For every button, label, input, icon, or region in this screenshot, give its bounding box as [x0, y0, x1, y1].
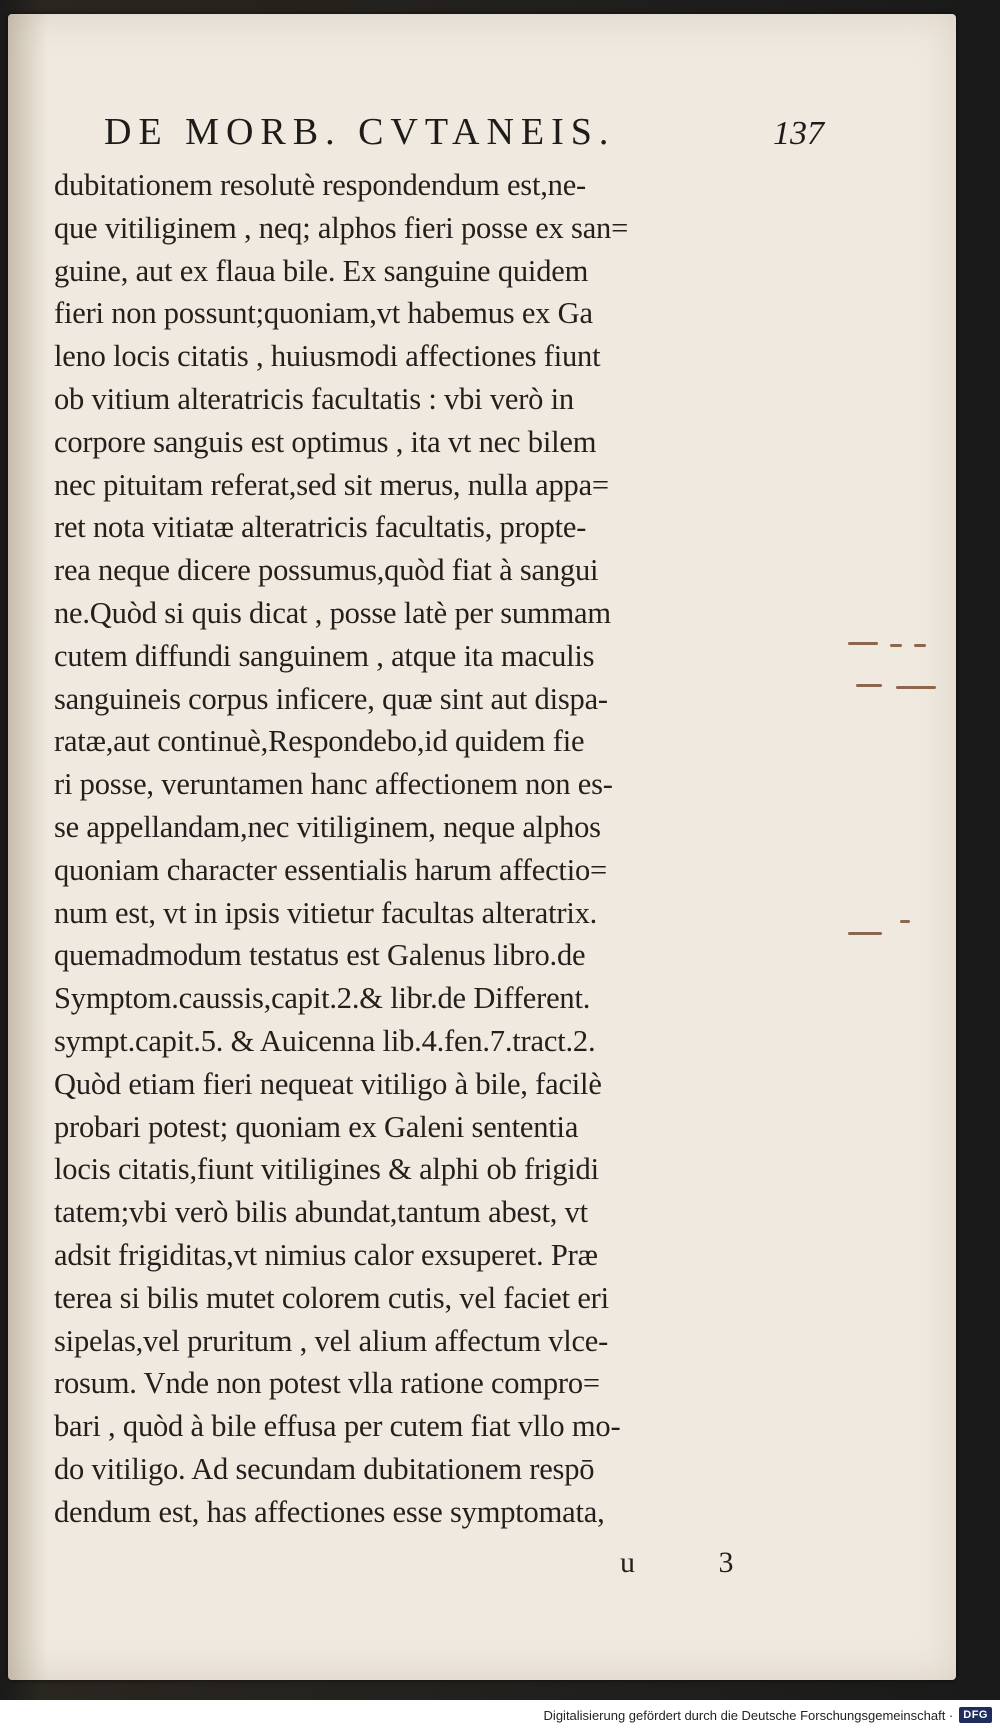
- text-line: ob vitium alteratricis facultatis : vbi verò in: [54, 381, 574, 416]
- footer-bar: [0, 1700, 1000, 1730]
- text-line: ratæ,aut continuè,Respondebo,id quidem fie: [54, 724, 585, 759]
- text-line: ret nota vitiatæ alteratricis facultatis, propte-: [54, 510, 587, 545]
- text-line: que vitiliginem , neq; alphos fieri posse ex san=: [54, 210, 629, 245]
- text-line: rea neque dicere possumus,quòd fiat à sangui: [54, 553, 599, 588]
- text-line: sympt.capit.5. & Auicenna lib.4.fen.7.tract.2.: [54, 1023, 596, 1058]
- text-line: quoniam character essentialis harum affectio=: [54, 852, 608, 887]
- text-line: fieri non possunt;quoniam,vt habemus ex Ga: [54, 296, 593, 331]
- text-line: dubitationem resolutè respondendum est,ne-: [54, 168, 586, 202]
- text-line: Symptom.caussis,capit.2.& libr.de Different.: [54, 981, 591, 1016]
- text-line: dendum est, has affectiones esse symptomata,: [54, 1494, 605, 1529]
- text-line: guine, aut ex flaua bile. Ex sanguine quidem: [54, 253, 589, 288]
- text-line: rosum. Vnde non potest vlla ratione compro=: [54, 1366, 600, 1401]
- text-line: sipelas,vel pruritum , vel alium affectum vlce-: [54, 1323, 609, 1358]
- running-head: [104, 110, 824, 160]
- ink-mark: [848, 642, 878, 645]
- ink-mark: [856, 684, 882, 687]
- dfg-logo-icon: DFG: [959, 1707, 992, 1723]
- body-text: [54, 164, 814, 1534]
- text-line: corpore sanguis est optimus , ita vt nec bilem: [54, 424, 597, 459]
- ink-mark: [848, 932, 882, 935]
- text-line: nec pituitam referat,sed sit merus, nulla appa=: [54, 467, 609, 502]
- text-line: bari , quòd à bile effusa per cutem fiat vllo mo-: [54, 1409, 621, 1444]
- text-line: sanguineis corpus inficere, quæ sint aut dispa-: [54, 681, 608, 716]
- ink-mark: [914, 644, 926, 647]
- ink-mark: [890, 644, 902, 647]
- text-line: adsit frigiditas,vt nimius calor exsuperet. Præ: [54, 1237, 598, 1272]
- text-line: locis citatis,fiunt vitiligines & alphi ob frigidi: [54, 1152, 599, 1187]
- text-line: terea si bilis mutet colorem cutis, vel faciet eri: [54, 1280, 609, 1315]
- text-line: quemadmodum testatus est Galenus libro.de: [54, 938, 586, 973]
- running-title: DE MORB. CVTANEIS.: [104, 111, 616, 153]
- ink-mark: [900, 920, 910, 923]
- text-line: Quòd etiam fieri nequeat vitiligo à bile, facilè: [54, 1066, 602, 1101]
- text-line: ri posse, veruntamen hanc affectionem non es-: [54, 767, 613, 802]
- text-line: do vitiligo. Ad secundam dubitationem respō: [54, 1451, 595, 1486]
- text-line: ne.Quòd si quis dicat , posse latè per summam: [54, 595, 611, 630]
- text-line: num est, vt in ipsis vitietur facultas alteratrix.: [54, 895, 598, 930]
- book-page: [8, 14, 956, 1680]
- text-line: probari potest; quoniam ex Galeni sententia: [54, 1109, 579, 1144]
- page-number: 137: [773, 115, 824, 152]
- text-line: tatem;vbi verò bilis abundat,tantum abest, vt: [54, 1195, 588, 1230]
- text-line: cutem diffundi sanguinem , atque ita maculis: [54, 638, 595, 673]
- text-line: leno locis citatis , huiusmodi affectiones fiunt: [54, 339, 601, 374]
- ink-mark: [896, 686, 936, 689]
- text-line: se appellandam,nec vitiliginem, neque alphos: [54, 809, 601, 844]
- footer-credit: Digitalisierung gefördert durch die Deutsche Forschungsgemeinschaft ·: [543, 1707, 954, 1723]
- signature-mark: u 3: [620, 1546, 772, 1579]
